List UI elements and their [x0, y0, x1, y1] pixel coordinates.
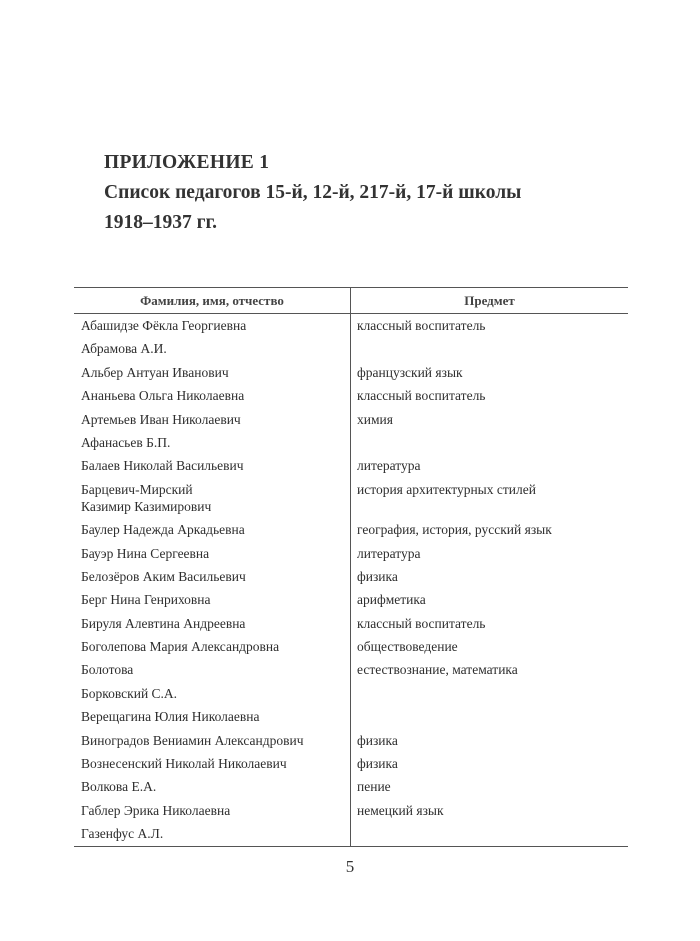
subject-cell [350, 314, 627, 337]
teacher-name: Альбер Антуан Иванович [81, 364, 229, 380]
table-row [74, 612, 628, 635]
column-header-name: Фамилия, имя, отчество [140, 293, 284, 308]
subject-cell [350, 822, 627, 845]
teacher-name: Афанасьев Б.П. [81, 434, 171, 450]
subject-text: классный воспитатель [357, 615, 486, 631]
teacher-name-cell [74, 542, 350, 565]
teacher-name-cell [74, 682, 350, 705]
table-row [74, 822, 628, 845]
subject-cell [350, 799, 627, 822]
table-row [74, 799, 628, 822]
table-row [74, 658, 628, 681]
subject-cell [350, 454, 627, 477]
subject-cell [350, 384, 627, 407]
teacher-name: Казимир Казимирович [81, 498, 212, 514]
teacher-name-cell [74, 635, 350, 658]
subject-cell [350, 337, 627, 360]
subject-cell [350, 478, 627, 518]
teacher-name: Габлер Эрика Николаевна [81, 802, 231, 818]
subject-text: физика [357, 756, 398, 772]
teacher-name: Боголепова Мария Александровна [81, 639, 280, 655]
teacher-name-cell [74, 752, 350, 775]
teacher-name: Бауэр Нина Сергеевна [81, 545, 210, 561]
teacher-name-cell [74, 658, 350, 681]
subject-cell [350, 518, 627, 541]
teacher-name: Виноградов Вениамин Александрович [81, 732, 304, 748]
teacher-name-cell [74, 408, 350, 431]
teacher-name: Барцевич-Мирский [81, 481, 193, 497]
teacher-name-cell [74, 612, 350, 635]
table-row [74, 478, 628, 518]
subject-text: классный воспитатель [357, 318, 486, 333]
subject-cell [350, 682, 627, 705]
teacher-name-cell [74, 314, 350, 337]
table-row [74, 682, 628, 705]
appendix-title: Список педагогов 15-й, 12-й, 217-й, 17-й школы [104, 182, 522, 203]
subject-cell [350, 729, 627, 752]
subject-text: литература [357, 545, 421, 561]
teacher-name: Баулер Надежда Аркадьевна [81, 522, 245, 538]
teacher-name: Артемьев Иван Николаевич [81, 411, 241, 427]
teacher-name: Болотова [81, 662, 134, 678]
table-row [74, 542, 628, 565]
subject-cell [350, 431, 627, 454]
table-row [74, 408, 628, 431]
subject-text: физика [357, 568, 398, 584]
table-row [74, 361, 628, 384]
teacher-name-cell [74, 337, 350, 360]
table-row [74, 384, 628, 407]
teacher-name-cell [74, 775, 350, 798]
table-row [74, 635, 628, 658]
table-row [74, 337, 628, 360]
subject-cell [350, 612, 627, 635]
subject-cell [350, 565, 627, 588]
teacher-name: Абрамова А.И. [81, 341, 167, 357]
teacher-name-cell [74, 705, 350, 728]
teacher-name-cell [74, 588, 350, 611]
teacher-name-cell [74, 384, 350, 407]
teacher-name: Берг Нина Генриховна [81, 592, 211, 608]
teacher-name-cell [74, 822, 350, 845]
teacher-name-cell [74, 565, 350, 588]
teachers-table [74, 287, 628, 847]
teacher-name: Борковский С.А. [81, 685, 178, 701]
table-row [74, 775, 628, 798]
subject-text: немецкий язык [357, 802, 444, 818]
subject-text: естествознание, математика [357, 662, 518, 678]
subject-text: арифметика [357, 592, 426, 608]
subject-text: литература [357, 458, 421, 474]
teacher-name-cell [74, 361, 350, 384]
teacher-name-cell [74, 431, 350, 454]
appendix-years: 1918–1937 гг. [104, 212, 218, 233]
teacher-name: Белозёров Аким Васильевич [81, 568, 246, 584]
subject-text: французский язык [357, 364, 463, 380]
subject-cell [350, 752, 627, 775]
teacher-name: Абашидзе Фёкла Георгиевна [81, 318, 247, 333]
table-row [74, 705, 628, 728]
teacher-name-cell [74, 518, 350, 541]
table-row [74, 314, 628, 337]
subject-text: география, история, русский язык [357, 522, 552, 538]
subject-text: химия [357, 411, 393, 427]
subject-cell [350, 658, 627, 681]
teacher-name: Вознесенский Николай Николаевич [81, 756, 287, 772]
table-row [74, 518, 628, 541]
table-row [74, 729, 628, 752]
subject-cell [350, 361, 627, 384]
subject-text: физика [357, 732, 398, 748]
table-row [74, 565, 628, 588]
table-row [74, 752, 628, 775]
teacher-name: Бируля Алевтина Андреевна [81, 615, 246, 631]
teacher-name: Балаев Николай Васильевич [81, 458, 244, 474]
teacher-name-cell [74, 478, 350, 518]
page-number: 5 [345, 857, 355, 876]
teacher-name-cell [74, 454, 350, 477]
teacher-name: Ананьева Ольга Николаевна [81, 388, 245, 404]
teacher-name: Волкова Е.А. [81, 779, 157, 795]
subject-cell [350, 635, 627, 658]
subject-cell [350, 775, 627, 798]
table-header [74, 288, 628, 314]
subject-text: пение [357, 779, 391, 795]
subject-cell [350, 588, 627, 611]
subject-text: классный воспитатель [357, 388, 486, 404]
teacher-name: Верещагина Юлия Николаевна [81, 709, 260, 725]
teacher-name: Газенфус А.Л. [81, 826, 164, 842]
subject-cell [350, 705, 627, 728]
subject-text: обществоведение [357, 639, 458, 655]
appendix-label: ПРИЛОЖЕНИЕ 1 [104, 152, 270, 173]
teacher-name-cell [74, 799, 350, 822]
subject-text: история архитектурных стилей [357, 481, 536, 497]
subject-cell [350, 408, 627, 431]
table-body [74, 314, 628, 846]
appendix-heading [104, 148, 624, 238]
teacher-name-cell [74, 729, 350, 752]
table-row [74, 454, 628, 477]
subject-cell [350, 542, 627, 565]
table-row [74, 431, 628, 454]
column-header-subject: Предмет [350, 288, 628, 313]
table-row [74, 588, 628, 611]
